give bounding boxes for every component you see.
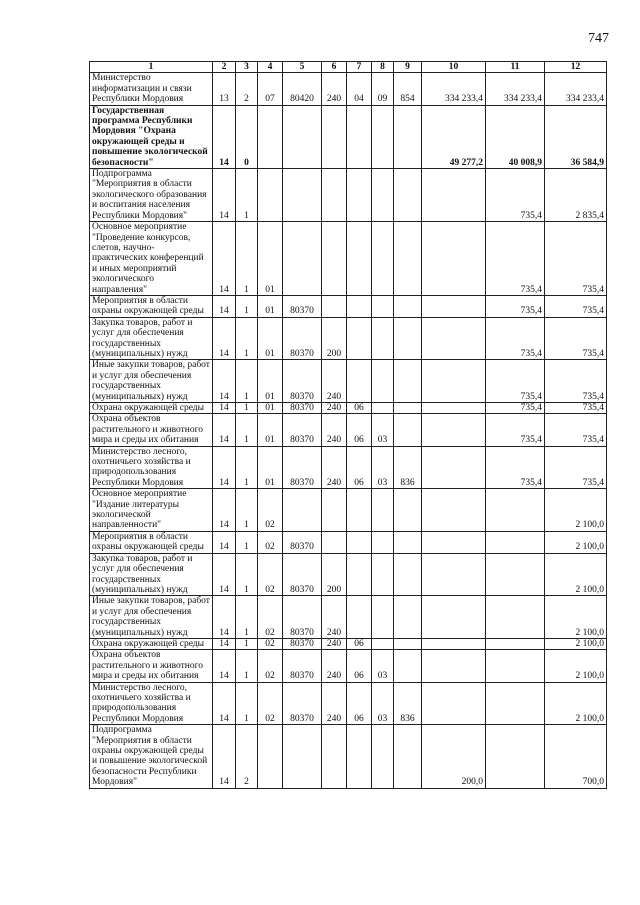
row-name-cell: Иные закупки товаров, работ и услуг для обеспечения государственных (муниципальных) нужд [90,596,213,639]
table-cell-col-6: 240 [322,403,347,414]
table-cell-col-12: 2 835,4 [545,169,607,222]
table-cell-col-8 [372,596,394,639]
table-cell-col-9 [394,596,422,639]
table-cell-col-7: 06 [347,446,372,489]
column-header: 10 [422,62,486,73]
table-cell-col-8: 09 [372,73,394,105]
table-cell-col-3: 2 [236,725,258,788]
table-cell-col-4: 01 [258,446,283,489]
table-cell-col-11 [486,596,545,639]
table-row [90,725,607,788]
table-cell-col-2: 14 [213,105,236,168]
table-cell-col-11 [486,650,545,682]
table-cell-col-7: 06 [347,638,372,649]
table-cell-col-12: 36 584,9 [545,105,607,168]
table-cell-col-10: 49 277,2 [422,105,486,168]
table-cell-col-11 [486,553,545,596]
table-cell-col-12: 700,0 [545,725,607,788]
budget-table [89,61,607,789]
table-cell-col-11 [486,531,545,553]
table-cell-col-7 [347,553,372,596]
row-name-cell: Основное мероприятие "Проведение конкурсов, слетов, научно-практических конференций и иных мероприятий экологического направления" [90,222,213,296]
row-name-cell: Министерство лесного, охотничьего хозяйства и природопользования Республики Мордовия [90,682,213,725]
column-header: 9 [394,62,422,73]
table-cell-col-6: 240 [322,360,347,403]
table-cell-col-9 [394,553,422,596]
table-row [90,169,607,222]
table-cell-col-7: 06 [347,403,372,414]
table-cell-col-2: 14 [213,650,236,682]
table-cell-col-5: 80370 [283,360,322,403]
row-name-cell: Министерство лесного, охотничьего хозяйства и природопользования Республики Мордовия [90,446,213,489]
table-cell-col-5: 80370 [283,446,322,489]
column-header: 8 [372,62,394,73]
table-cell-col-5 [283,222,322,296]
row-name-cell: Охрана объектов растительного и животного мира и среды их обитания [90,650,213,682]
table-cell-col-8 [372,489,394,532]
table-cell-col-10 [422,553,486,596]
table-cell-col-10: 200,0 [422,725,486,788]
table-cell-col-12: 2 100,0 [545,531,607,553]
table-row [90,638,607,649]
column-header: 12 [545,62,607,73]
table-row [90,682,607,725]
table-cell-col-6: 200 [322,553,347,596]
table-cell-col-8: 03 [372,650,394,682]
table-cell-col-3: 1 [236,446,258,489]
table-cell-col-5: 80370 [283,295,322,317]
table-cell-col-9 [394,317,422,360]
table-cell-col-12: 334 233,4 [545,73,607,105]
row-name-cell: Охрана объектов растительного и животного мира и среды их обитания [90,414,213,446]
row-name-cell: Мероприятия в области охраны окружающей среды [90,531,213,553]
table-cell-col-10 [422,650,486,682]
table-cell-col-9 [394,169,422,222]
table-cell-col-6: 240 [322,446,347,489]
table-cell-col-3: 1 [236,414,258,446]
table-cell-col-8 [372,105,394,168]
table-row [90,73,607,105]
column-header: 2 [213,62,236,73]
table-cell-col-11: 735,4 [486,360,545,403]
table-cell-col-9 [394,638,422,649]
table-cell-col-8 [372,317,394,360]
table-cell-col-7 [347,317,372,360]
table-cell-col-9 [394,295,422,317]
header-row [90,62,607,73]
table-cell-col-3: 2 [236,73,258,105]
table-cell-col-5: 80370 [283,531,322,553]
table-cell-col-5: 80370 [283,596,322,639]
table-cell-col-11 [486,725,545,788]
table-cell-col-11: 735,4 [486,414,545,446]
table-row [90,317,607,360]
table-cell-col-5: 80420 [283,73,322,105]
table-cell-col-12: 735,4 [545,222,607,296]
table-cell-col-8: 03 [372,414,394,446]
table-row [90,531,607,553]
table-cell-col-8 [372,638,394,649]
row-name-cell: Иные закупки товаров, работ и услуг для обеспечения государственных (муниципальных) нужд [90,360,213,403]
table-cell-col-2: 14 [213,360,236,403]
table-cell-col-8 [372,531,394,553]
row-name-cell: Министерство информатизации и связи Республики Мордовия [90,73,213,105]
table-cell-col-4: 01 [258,317,283,360]
table-cell-col-9: 854 [394,73,422,105]
table-cell-col-6 [322,725,347,788]
table-cell-col-7 [347,725,372,788]
table-cell-col-3: 1 [236,682,258,725]
table-cell-col-6: 240 [322,73,347,105]
table-cell-col-7: 06 [347,650,372,682]
table-cell-col-8 [372,169,394,222]
table-cell-col-2: 14 [213,403,236,414]
table-cell-col-4: 01 [258,295,283,317]
row-name-cell: Охрана окружающей среды [90,403,213,414]
table-cell-col-7: 06 [347,414,372,446]
table-cell-col-10 [422,169,486,222]
table-cell-col-6: 200 [322,317,347,360]
table-cell-col-4: 02 [258,531,283,553]
table-cell-col-10 [422,222,486,296]
table-row [90,596,607,639]
column-header: 4 [258,62,283,73]
table-cell-col-5 [283,105,322,168]
table-cell-col-11: 735,4 [486,446,545,489]
column-header: 3 [236,62,258,73]
table-cell-col-10 [422,531,486,553]
table-cell-col-4: 01 [258,414,283,446]
table-row [90,105,607,168]
table-cell-col-8: 03 [372,682,394,725]
table-cell-col-11 [486,489,545,532]
table-cell-col-8 [372,725,394,788]
table-cell-col-12: 2 100,0 [545,650,607,682]
table-cell-col-8 [372,403,394,414]
table-row [90,414,607,446]
table-cell-col-3: 1 [236,295,258,317]
table-cell-col-9: 836 [394,682,422,725]
table-cell-col-7 [347,105,372,168]
table-cell-col-4: 02 [258,596,283,639]
table-cell-col-4: 01 [258,403,283,414]
row-name-cell: Мероприятия в области охраны окружающей среды [90,295,213,317]
table-cell-col-2: 14 [213,446,236,489]
table-cell-col-2: 14 [213,295,236,317]
row-name-cell: Подпрограмма "Мероприятия в области охраны окружающей среды и повышение экологической безопасности Республики Мордовия" [90,725,213,788]
table-cell-col-2: 14 [213,531,236,553]
table-cell-col-11: 334 233,4 [486,73,545,105]
table-cell-col-9 [394,531,422,553]
table-cell-col-2: 14 [213,317,236,360]
table-cell-col-7 [347,489,372,532]
table-cell-col-11: 735,4 [486,317,545,360]
table-cell-col-7 [347,360,372,403]
table-cell-col-2: 14 [213,638,236,649]
table-cell-col-9 [394,222,422,296]
row-name-cell: Подпрограмма "Мероприятия в области экологического образования и воспитания населения Республики Мордовия" [90,169,213,222]
table-cell-col-5: 80370 [283,650,322,682]
table-cell-col-7 [347,596,372,639]
table-cell-col-10 [422,682,486,725]
table-cell-col-6: 240 [322,682,347,725]
table-cell-col-11 [486,682,545,725]
table-cell-col-12: 2 100,0 [545,638,607,649]
table-cell-col-3: 1 [236,360,258,403]
table-row [90,553,607,596]
table-cell-col-7: 04 [347,73,372,105]
table-row [90,446,607,489]
table-cell-col-12: 2 100,0 [545,489,607,532]
table-cell-col-11: 735,4 [486,169,545,222]
table-cell-col-3: 1 [236,489,258,532]
column-header: 11 [486,62,545,73]
table-cell-col-6 [322,531,347,553]
table-cell-col-6 [322,489,347,532]
table-cell-col-10 [422,403,486,414]
table-cell-col-6 [322,295,347,317]
table-cell-col-2: 14 [213,553,236,596]
table-cell-col-3: 1 [236,596,258,639]
table-cell-col-12: 735,4 [545,403,607,414]
table-cell-col-3: 1 [236,638,258,649]
table-cell-col-7 [347,169,372,222]
table-cell-col-4: 02 [258,489,283,532]
table-cell-col-8: 03 [372,446,394,489]
table-cell-col-9 [394,105,422,168]
table-cell-col-12: 2 100,0 [545,596,607,639]
table-cell-col-10 [422,638,486,649]
table-cell-col-9 [394,414,422,446]
table-cell-col-7: 06 [347,682,372,725]
table-cell-col-2: 14 [213,222,236,296]
table-cell-col-12: 735,4 [545,317,607,360]
table-cell-col-5: 80370 [283,553,322,596]
column-header: 7 [347,62,372,73]
row-name-cell: Охрана окружающей среды [90,638,213,649]
table-body [90,73,607,788]
table-cell-col-5 [283,725,322,788]
table-cell-col-5: 80370 [283,414,322,446]
table-cell-col-11 [486,638,545,649]
table-cell-col-4: 02 [258,638,283,649]
table-cell-col-12: 735,4 [545,414,607,446]
table-cell-col-4: 01 [258,360,283,403]
table-cell-col-11: 735,4 [486,295,545,317]
table-cell-col-12: 735,4 [545,295,607,317]
table-cell-col-9: 836 [394,446,422,489]
table-cell-col-8 [372,553,394,596]
table-cell-col-9 [394,650,422,682]
column-header: 5 [283,62,322,73]
table-cell-col-2: 14 [213,682,236,725]
table-cell-col-2: 14 [213,725,236,788]
table-cell-col-12: 2 100,0 [545,553,607,596]
table-cell-col-5 [283,489,322,532]
table-cell-col-4 [258,169,283,222]
table-cell-col-11: 735,4 [486,403,545,414]
column-header: 1 [90,62,213,73]
table-cell-col-11: 40 008,9 [486,105,545,168]
table-cell-col-4: 02 [258,553,283,596]
table-cell-col-8 [372,222,394,296]
table-cell-col-6: 240 [322,638,347,649]
column-header: 6 [322,62,347,73]
table-cell-col-10 [422,360,486,403]
table-cell-col-6 [322,222,347,296]
table-cell-col-12: 735,4 [545,360,607,403]
table-cell-col-6 [322,169,347,222]
table-cell-col-12: 2 100,0 [545,682,607,725]
table-cell-col-10 [422,446,486,489]
table-cell-col-5: 80370 [283,638,322,649]
table-cell-col-3: 1 [236,403,258,414]
table-cell-col-2: 13 [213,73,236,105]
table-cell-col-9 [394,725,422,788]
row-name-cell: Государственная программа Республики Мордовия "Охрана окружающей среды и повышение экологической безопасности" [90,105,213,168]
table-cell-col-7 [347,531,372,553]
table-cell-col-10 [422,317,486,360]
table-cell-col-8 [372,295,394,317]
table-row [90,489,607,532]
table-cell-col-7 [347,295,372,317]
table-cell-col-9 [394,360,422,403]
table-cell-col-5: 80370 [283,403,322,414]
table-cell-col-9 [394,403,422,414]
table-row [90,295,607,317]
table-cell-col-10 [422,295,486,317]
table-cell-col-3: 0 [236,105,258,168]
row-name-cell: Закупка товаров, работ и услуг для обеспечения государственных (муниципальных) нужд [90,317,213,360]
table-cell-col-6: 240 [322,650,347,682]
table-cell-col-4: 02 [258,650,283,682]
table-cell-col-3: 1 [236,222,258,296]
table-row [90,360,607,403]
table-cell-col-3: 1 [236,531,258,553]
table-cell-col-2: 14 [213,489,236,532]
table-cell-col-10 [422,489,486,532]
table-cell-col-12: 735,4 [545,446,607,489]
table-cell-col-2: 14 [213,169,236,222]
table-cell-col-4 [258,725,283,788]
table-cell-col-4 [258,105,283,168]
table-cell-col-3: 1 [236,650,258,682]
table-cell-col-3: 1 [236,553,258,596]
table-cell-col-4: 07 [258,73,283,105]
table-cell-col-3: 1 [236,169,258,222]
table-cell-col-5: 80370 [283,682,322,725]
table-cell-col-8 [372,360,394,403]
table-row [90,403,607,414]
table-row [90,222,607,296]
table-cell-col-4: 02 [258,682,283,725]
table-cell-col-6: 240 [322,596,347,639]
table-cell-col-3: 1 [236,317,258,360]
table-cell-col-10 [422,596,486,639]
row-name-cell: Основное мероприятие "Издание литературы экологической направленности" [90,489,213,532]
table-cell-col-10 [422,414,486,446]
row-name-cell: Закупка товаров, работ и услуг для обеспечения государственных (муниципальных) нужд [90,553,213,596]
table-cell-col-2: 14 [213,414,236,446]
table-cell-col-5: 80370 [283,317,322,360]
table-cell-col-5 [283,169,322,222]
table-cell-col-2: 14 [213,596,236,639]
table-cell-col-6: 240 [322,414,347,446]
table-cell-col-9 [394,489,422,532]
page-number: 747 [588,31,609,46]
table-row [90,650,607,682]
table-cell-col-11: 735,4 [486,222,545,296]
table-cell-col-4: 01 [258,222,283,296]
table-cell-col-7 [347,222,372,296]
table-cell-col-6 [322,105,347,168]
table-cell-col-10: 334 233,4 [422,73,486,105]
